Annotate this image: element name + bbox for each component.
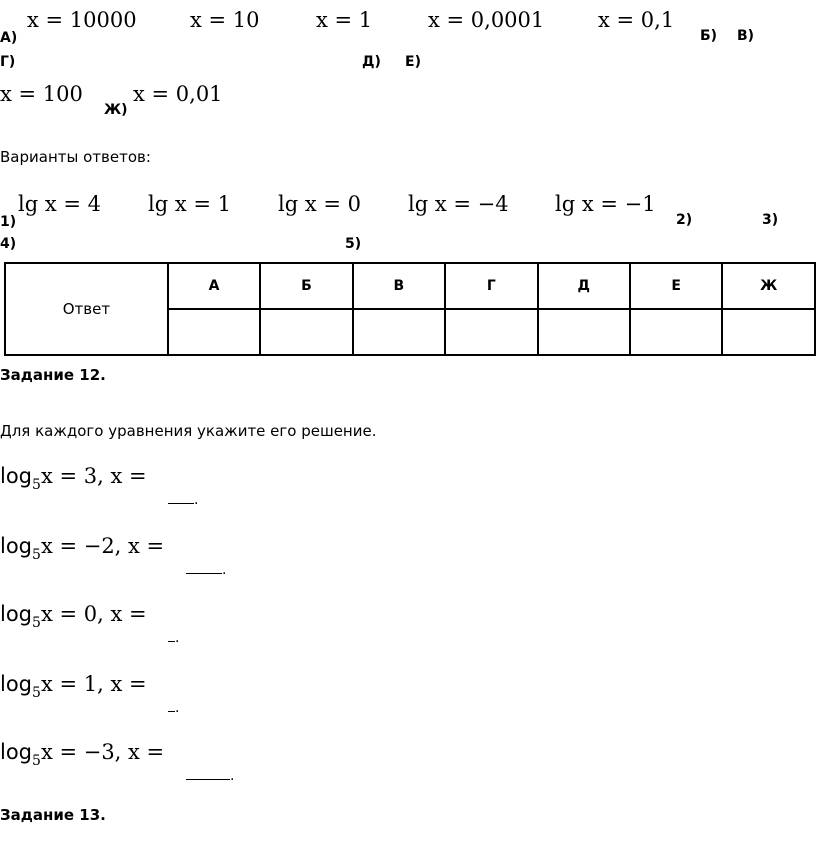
equation-3: $\log_5x = 0$, x =: [0, 602, 147, 631]
label-e: Е): [405, 54, 421, 70]
answer-blank-1[interactable]: .: [168, 489, 198, 508]
column-header: Д: [538, 263, 630, 309]
answer-blank-3[interactable]: .: [168, 627, 179, 646]
answer-blank-2[interactable]: .: [186, 559, 226, 578]
expr-d: x = 0,0001: [428, 8, 545, 32]
label-c: В): [737, 28, 755, 44]
column-header: Г: [445, 263, 537, 309]
option-2-expr: lg x = 1: [148, 192, 231, 216]
options-heading: Варианты ответов:: [0, 148, 151, 166]
equation-5: $\log_5x = -3$, x =: [0, 740, 165, 769]
answer-cell[interactable]: [538, 309, 630, 355]
answer-row-label: Ответ: [5, 263, 168, 355]
label-a: А): [0, 30, 18, 46]
answer-blank-4[interactable]: .: [168, 697, 179, 716]
expr-f: x = 100: [0, 82, 83, 106]
option-5-expr: lg x = −1: [555, 192, 656, 216]
label-g: Г): [0, 54, 16, 70]
equation-4: $\log_5x = 1$, x =: [0, 672, 147, 701]
equation-2: $\log_5x = -2$, x =: [0, 534, 165, 563]
column-header: Б: [260, 263, 352, 309]
option-label-5: 5): [345, 236, 362, 252]
expr-g: x = 0,01: [133, 82, 223, 106]
option-1-expr: lg x = 4: [18, 192, 101, 216]
task12-title: Задание 12.: [0, 366, 106, 384]
equation-1: $\log_5x = 3$, x =: [0, 464, 147, 493]
answer-blank-5[interactable]: .: [186, 765, 234, 784]
option-label-1: 1): [0, 214, 17, 230]
option-label-3: 3): [762, 212, 779, 228]
answer-cell[interactable]: [630, 309, 722, 355]
option-4-expr: lg x = −4: [408, 192, 509, 216]
option-label-2: 2): [676, 212, 693, 228]
task13-title: Задание 13.: [0, 806, 106, 824]
answer-cell[interactable]: [445, 309, 537, 355]
label-zh: Ж): [104, 102, 128, 118]
task12-instruction: Для каждого уравнения укажите его решение.: [0, 422, 377, 440]
option-label-4: 4): [0, 236, 17, 252]
label-d: Д): [362, 54, 381, 70]
expr-e: x = 0,1: [598, 8, 675, 32]
answer-cell[interactable]: [722, 309, 815, 355]
column-header: В: [353, 263, 445, 309]
column-header: Ж: [722, 263, 815, 309]
column-header: Е: [630, 263, 722, 309]
table-header-row: [5, 263, 815, 309]
expr-b: x = 10: [190, 8, 260, 32]
answer-table: [4, 262, 816, 356]
option-3-expr: lg x = 0: [278, 192, 361, 216]
column-header: А: [168, 263, 260, 309]
expr-c: x = 1: [316, 8, 373, 32]
expr-a: x = 10000: [27, 8, 137, 32]
label-b: Б): [700, 28, 718, 44]
answer-cell[interactable]: [353, 309, 445, 355]
answer-cell[interactable]: [168, 309, 260, 355]
answer-cell[interactable]: [260, 309, 352, 355]
